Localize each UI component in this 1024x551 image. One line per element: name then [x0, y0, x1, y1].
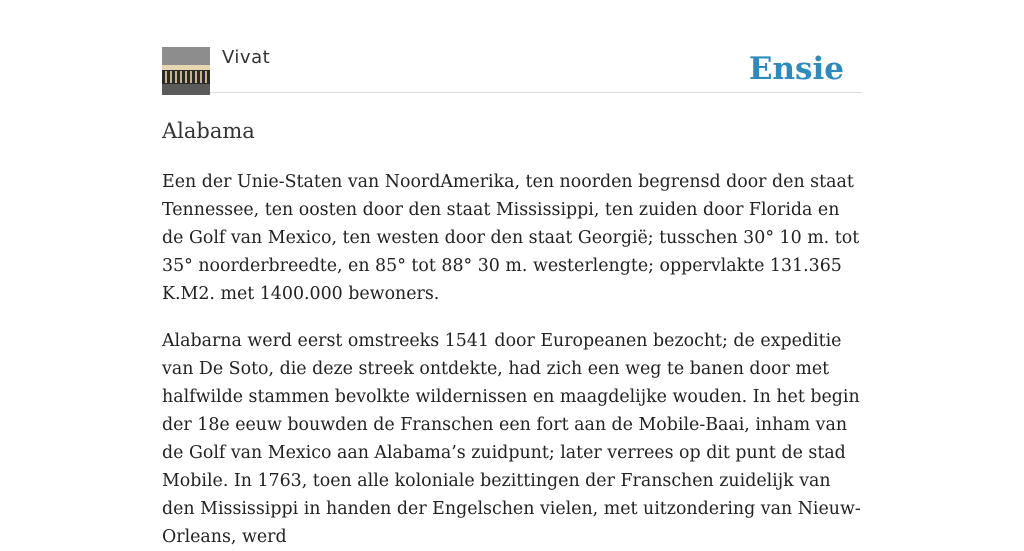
author-name[interactable]: Vivat: [222, 47, 271, 68]
article-paragraph: Een der Unie-Staten van NoordAmerika, ten noorden begrensd door den staat Tennessee, ten oosten door den staat Mississippi, ten zuiden door Florida en de Golf van Mexico, ten westen door den staat Georgië; tusschen 30° 10 m. tot 35° noorderbreedte, en 85° tot 88° 30 m. westerlengte; oppervlakte 131.365 K.M2. met 1400.000 bewoners.: [162, 172, 860, 304]
author-avatar[interactable]: [162, 47, 210, 95]
building-photo-icon: [162, 47, 210, 95]
article-title: Alabama: [162, 119, 255, 143]
article-paragraph: Alabarna werd eerst omstreeks 1541 door Europeanen bezocht; de expeditie van De Soto, die deze streek ontdekte, had zich een weg te banen door met halfwilde stammen bevolkte wildernissen en maagdelijke wouden. In het begin der 18e eeuw bouwden de Franschen een fort aan de Mobile-Baai, inham van de Golf van Mexico aan Alabama’s zuidpunt; later verrees op dit punt de stad Mobile. In 1763, toen alle koloniale bezittingen der Franschen zuidelijk van den Mississippi in handen der Engelschen vielen, met uitzondering van Nieuw-Orleans, werd: [162, 331, 861, 547]
header: [162, 46, 862, 93]
article: [162, 114, 862, 551]
brand-logo[interactable]: Ensie: [748, 51, 844, 87]
